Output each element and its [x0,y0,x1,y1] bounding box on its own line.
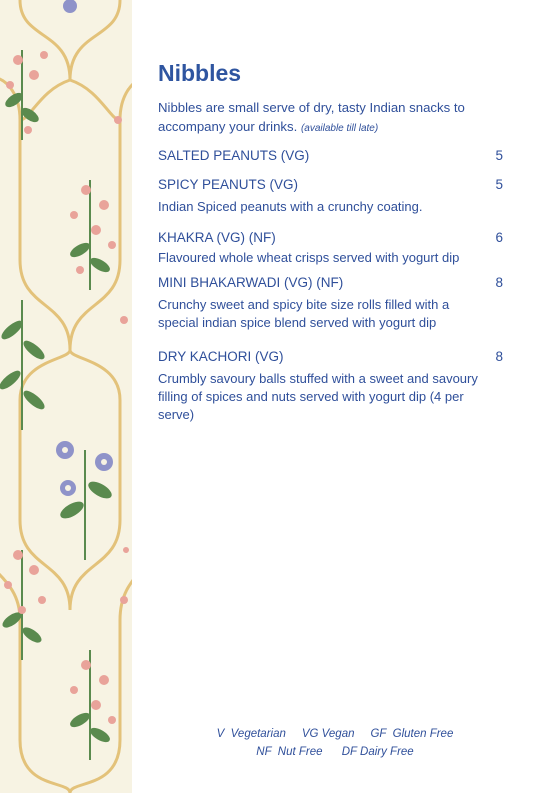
menu-item-name: DRY KACHORI (VG) [158,349,284,364]
menu-item-price: 6 [495,230,503,245]
menu-item-name: KHAKRA (VG) (NF) [158,230,276,245]
menu-item-salted-peanuts [158,147,503,165]
intro-note: (available till late) [300,123,379,134]
menu-item-mini-bhakarwadi [158,274,503,332]
menu-item-price: 8 [495,349,503,364]
intro-paragraph [158,98,528,138]
menu-item-description: Flavoured whole wheat crisps served with yogurt dip [158,250,460,265]
menu-item-price: 5 [495,177,503,192]
menu-item-name: MINI BHAKARWADI (VG) (NF) [158,275,344,290]
menu-item-price: 5 [495,148,503,163]
menu-item-spicy-peanuts [158,176,503,216]
menu-item-khakra [158,229,503,267]
menu-item-description: Crunchy sweet and spicy bite size rolls filled with a special indian spice blend served with yogurt dip [158,297,450,330]
floral-pattern-graphic [0,0,132,793]
legend-line: NF Nut Free DF Dairy Free [256,746,414,758]
menu-item-name: SPICY PEANUTS (VG) [158,177,299,192]
menu-item-price: 8 [495,275,503,290]
floral-pattern-panel [0,0,132,793]
intro-text: Nibbles are small serve of dry, tasty Indian snacks to accompany your drinks. [158,100,465,134]
menu-item-name: SALTED PEANUTS (VG) [158,148,310,163]
page-title: Nibbles [158,60,242,86]
dietary-legend [200,725,470,761]
menu-item-dry-kachori [158,348,503,424]
menu-item-description: Crumbly savoury balls stuffed with a sweet and savoury filling of spices and nuts served with yogurt dip (4 per serve) [158,371,478,422]
legend-line: V Vegetarian VG Vegan GF Gluten Free [216,728,454,740]
menu-item-description: Indian Spiced peanuts with a crunchy coating. [158,199,423,214]
